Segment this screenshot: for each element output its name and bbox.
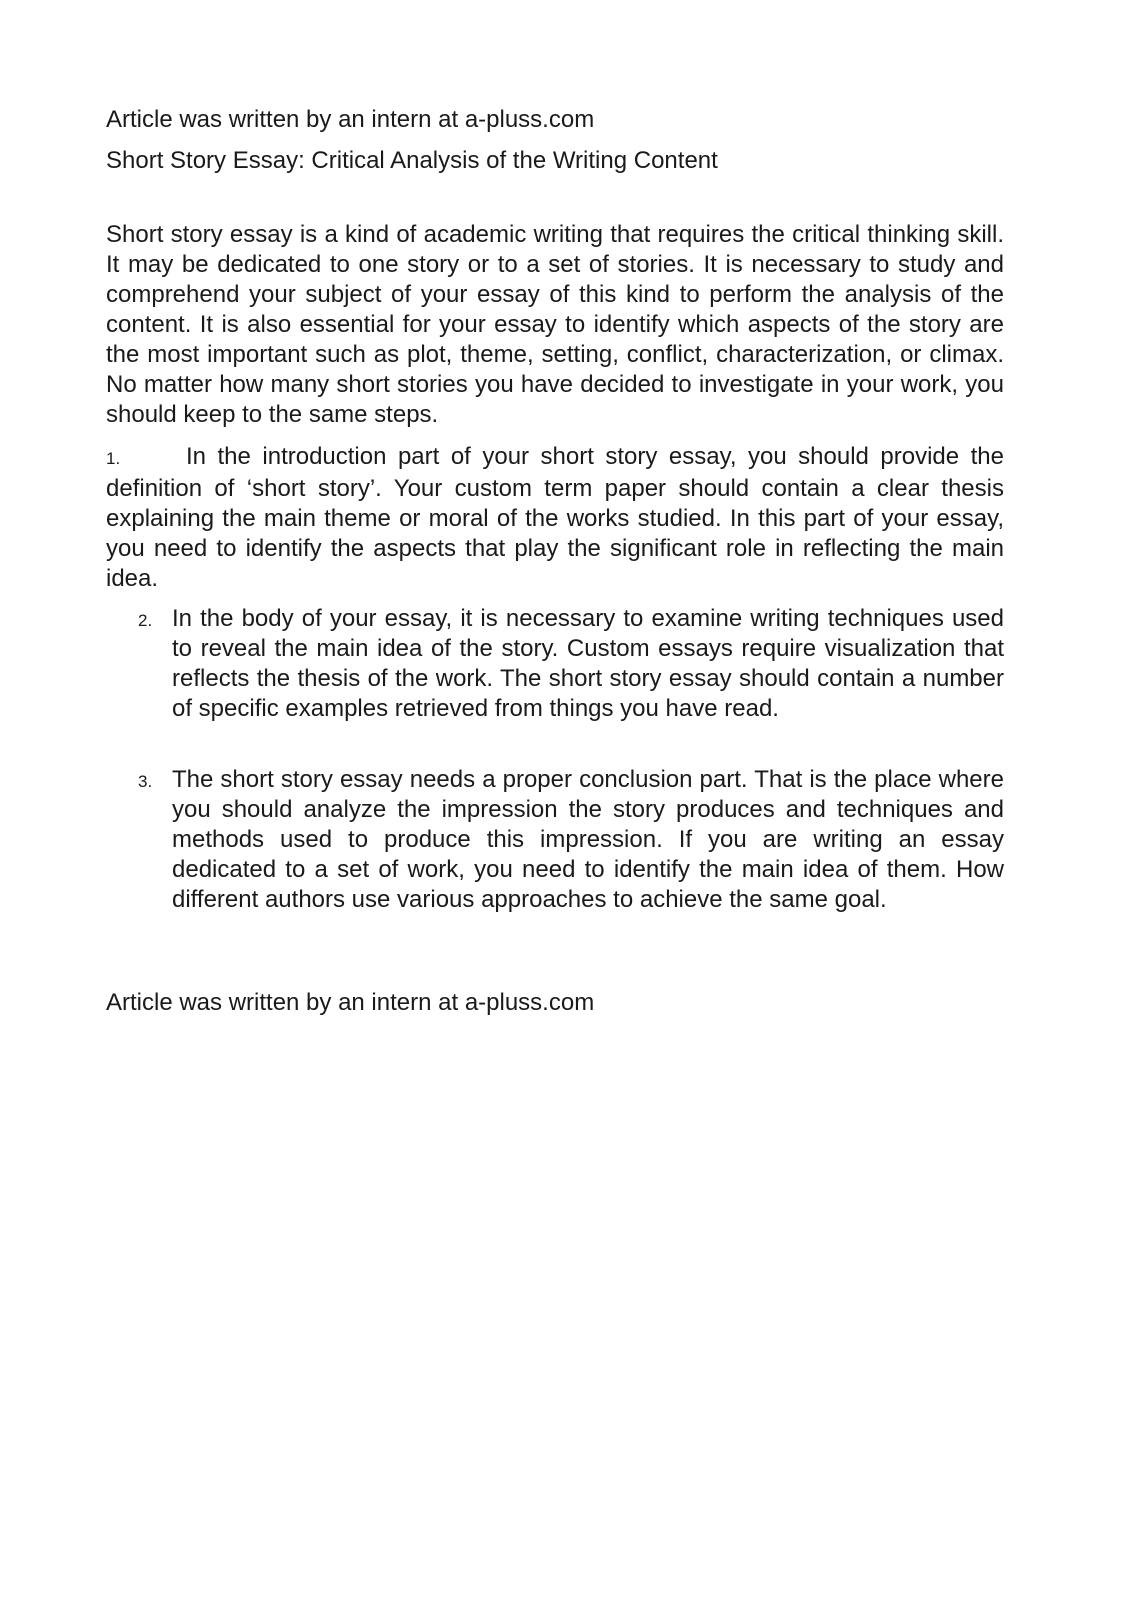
list-item-2 <box>138 604 1004 724</box>
list-item-text: In the introduction part of your short story essay, you should provide the definition of ‘short story’. Your custom term paper should contain a clear thesis explaining the main theme or moral of the works studied. In this part of your essay, you need to identify the aspects that play the significant role in reflecting the main idea. <box>106 443 1004 592</box>
list-number: 1. <box>106 449 121 468</box>
list-item-1 <box>106 442 1004 594</box>
document-title: Short Story Essay: Critical Analysis of the Writing Content <box>106 147 718 174</box>
footer-credit: Article was written by an intern at a-pluss.com <box>106 989 595 1016</box>
list-number: 3. <box>138 772 153 791</box>
list-item-3 <box>138 765 1004 915</box>
credit-line: Article was written by an intern at a-pluss.com <box>106 106 595 133</box>
list-number: 2. <box>138 611 153 630</box>
list-item-text: The short story essay needs a proper conclusion part. That is the place where you should analyze the impression the story produces and techniques and methods used to produce this impression. If you are writing an essay dedicated to a set of work, you need to identify the main idea of them. How different authors use various approaches to achieve the same goal. <box>172 766 1004 913</box>
intro-paragraph: Short story essay is a kind of academic writing that requires the critical thinking skill. It may be dedicated to one story or to a set of stories. It is necessary to study and comprehend your subject of your essay of this kind to perform the analysis of the content. It is also essential for your essay to identify which aspects of the story are the most important such as plot, theme, setting, conflict, characterization, or climax. No matter how many short stories you have decided to investigate in your work, you should keep to the same steps. <box>106 221 1004 428</box>
list-item-text: In the body of your essay, it is necessary to examine writing techniques used to reveal the main idea of the story. Custom essays require visualization that reflects the thesis of the work. The short story essay should contain a number of specific examples retrieved from things you have read. <box>172 605 1004 722</box>
